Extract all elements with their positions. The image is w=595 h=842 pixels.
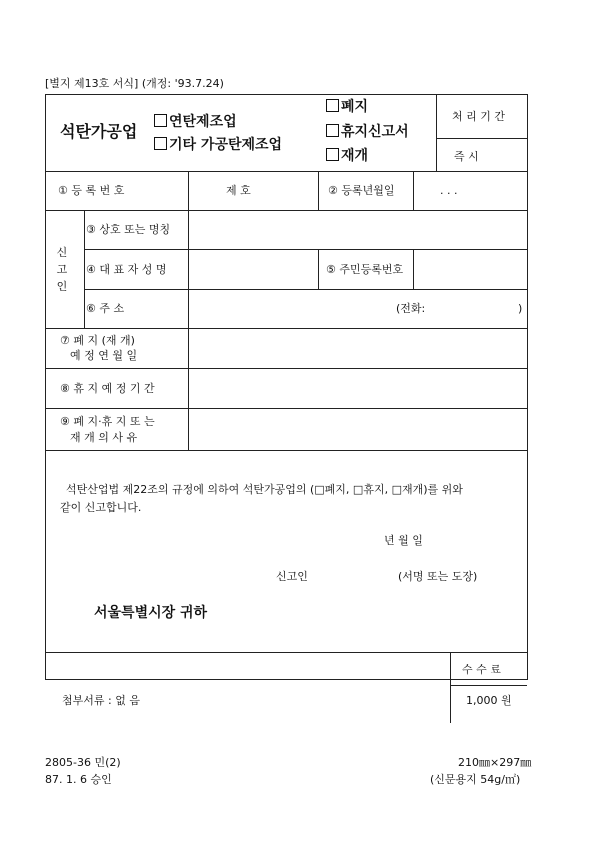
option-closure: 폐지: [326, 99, 368, 114]
divider: [45, 171, 527, 172]
resident-number-field[interactable]: [414, 250, 526, 288]
approval-date: 87. 1. 6 승인: [45, 773, 112, 786]
address-field[interactable]: [189, 290, 389, 327]
fee-value: 1,000 원: [466, 694, 512, 707]
business-name-label: ③ 상호 또는 명칭: [86, 223, 171, 236]
registration-date-label: ② 등록년월일: [328, 184, 395, 197]
closure-date-label-line1: ⑦ 폐 지 (재 개): [60, 334, 135, 347]
statement-line1: 석탄산업법 제22조의 규정에 의하여 석탄가공업의 (□폐지, □휴지, □재개)를 위와: [66, 483, 463, 496]
closure-date-label-line2: 예 정 연 월 일: [70, 349, 138, 362]
phone-label: (전화:: [396, 302, 426, 315]
option-suspension: 휴지신고서: [326, 124, 409, 139]
date-line[interactable]: 년 월 일: [384, 534, 423, 547]
processing-period-label: 처 리 기 간: [452, 110, 505, 123]
form-reference: [별지 제13호 서식] (개정: '93.7.24): [45, 77, 224, 90]
recipient: 서울특별시장 귀하: [94, 605, 208, 621]
attachments: 첨부서류 : 없 음: [62, 694, 140, 707]
reporter-group-label: 신 고 인: [56, 246, 68, 293]
form-title: 석탄가공업: [60, 122, 138, 141]
divider: [413, 171, 414, 210]
resident-number-label: ⑤ 주민등록번호: [326, 263, 404, 276]
paper-type: (신문용지 54g/㎡): [430, 773, 521, 786]
divider: [436, 138, 527, 139]
registration-date-value[interactable]: . . .: [440, 184, 458, 197]
reason-field[interactable]: [189, 409, 526, 449]
suspension-period-field[interactable]: [189, 369, 526, 407]
closure-date-field[interactable]: [189, 329, 526, 367]
divider: [45, 652, 527, 653]
reporter-signature-label: 신고인: [276, 570, 308, 583]
phone-close-paren: ): [518, 302, 523, 315]
option-other-processed: 기타 가공탄제조업: [154, 137, 282, 152]
suspension-period-label: ⑧ 휴 지 예 정 기 간: [60, 382, 155, 395]
business-name-field[interactable]: [189, 211, 526, 248]
checkbox-icon[interactable]: [326, 124, 339, 137]
registration-number-value[interactable]: 제 호: [226, 184, 251, 197]
checkbox-icon[interactable]: [326, 148, 339, 161]
divider: [450, 652, 451, 723]
checkbox-icon[interactable]: [154, 137, 167, 150]
divider: [318, 171, 319, 210]
form-code: 2805-36 민(2): [45, 756, 121, 769]
representative-name-field[interactable]: [189, 250, 317, 288]
reason-label-line1: ⑨ 폐 지·휴 지 또 는: [60, 415, 155, 428]
registration-number-label: ① 등 록 번 호: [58, 184, 125, 197]
option-resumption: 재개: [326, 148, 368, 163]
representative-name-label: ④ 대 표 자 성 명: [86, 263, 167, 276]
checkbox-icon[interactable]: [154, 114, 167, 127]
fee-label: 수 수 료: [462, 663, 501, 676]
divider: [45, 450, 527, 451]
statement-line2: 같이 신고합니다.: [60, 501, 142, 514]
divider: [318, 249, 319, 289]
divider: [436, 94, 437, 171]
divider: [84, 210, 85, 328]
processing-period-value: 즉 시: [454, 150, 479, 163]
option-briquette: 연탄제조업: [154, 114, 237, 129]
reason-label-line2: 재 개 의 사 유: [70, 431, 138, 444]
paper-size: 210㎜×297㎜: [458, 756, 532, 769]
checkbox-icon[interactable]: [326, 99, 339, 112]
signature-placeholder[interactable]: (서명 또는 도장): [398, 570, 478, 583]
address-label: ⑥ 주 소: [86, 302, 125, 315]
divider: [450, 685, 527, 686]
